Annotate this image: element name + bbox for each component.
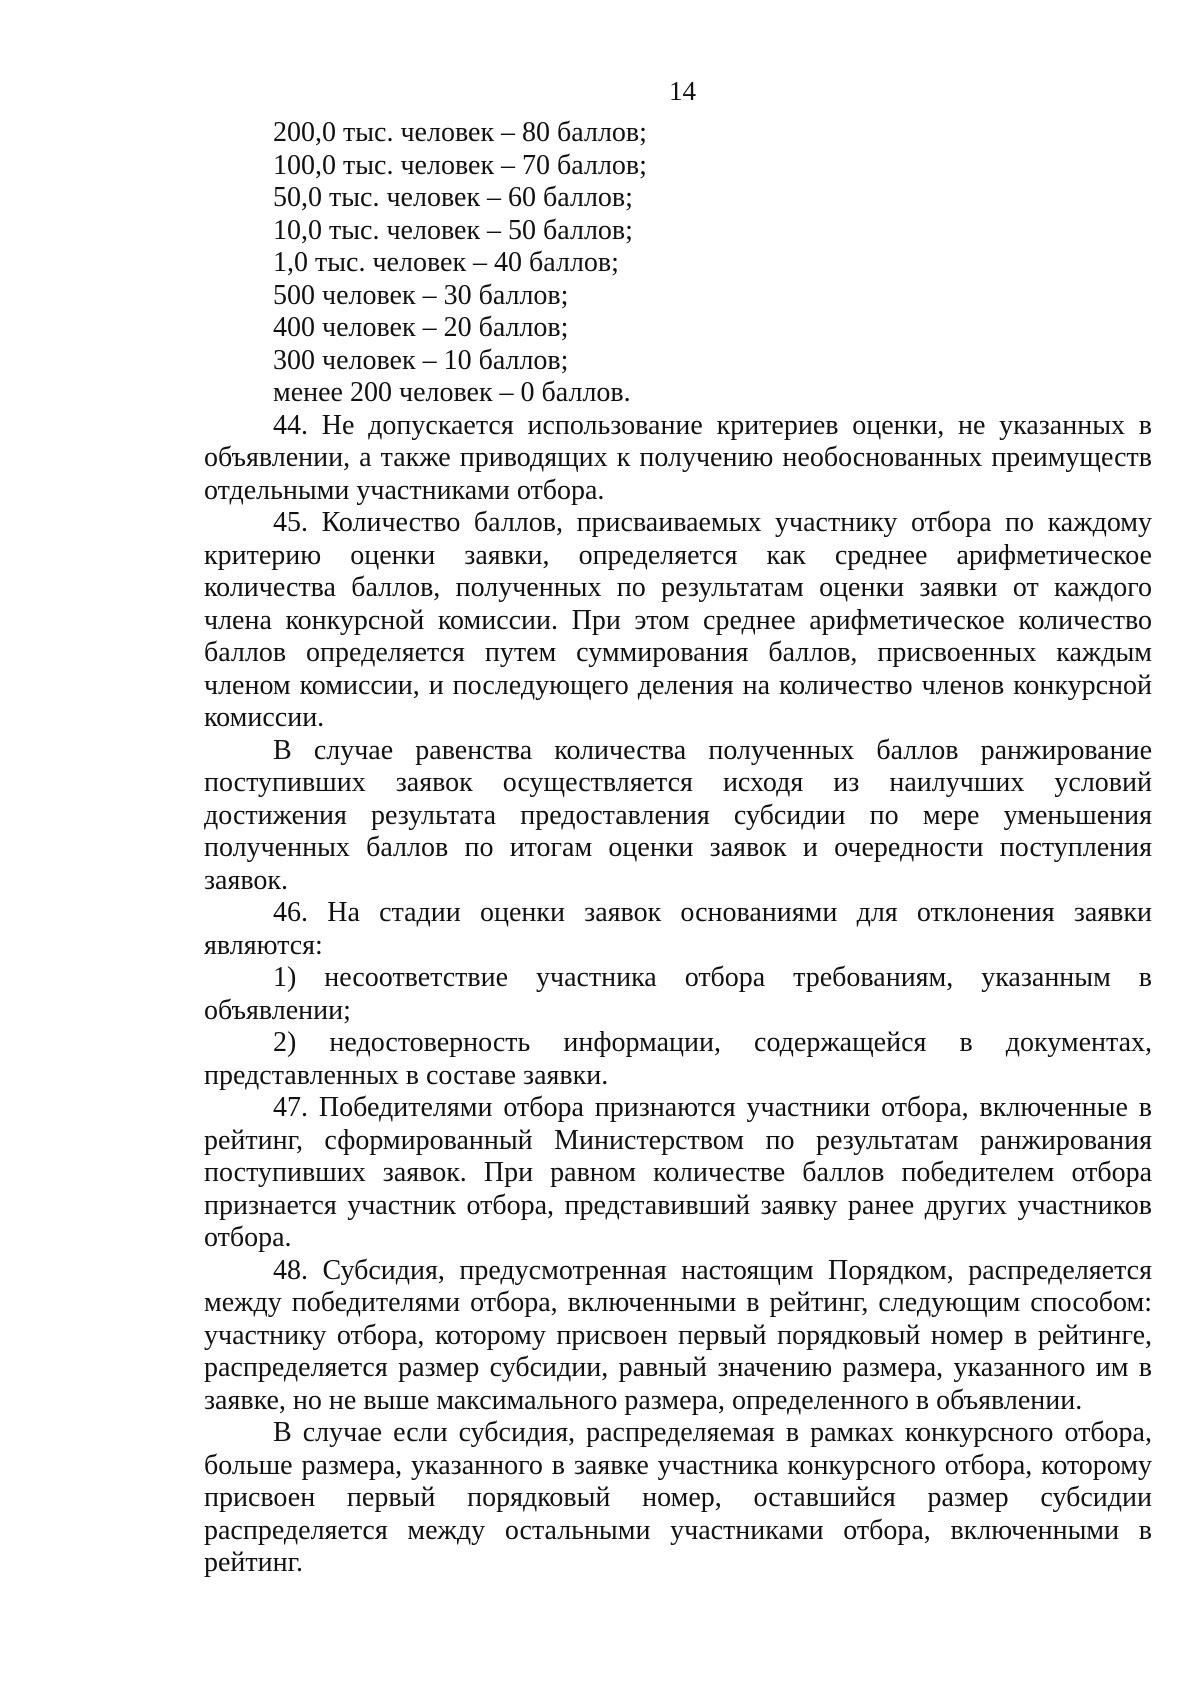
score-item: 300 человек – 10 баллов;: [273, 344, 569, 376]
paragraph-47: 47. Победителями отбора признаются участники отбора, включенные в рейтинг, сформированный Министерством по результатам ранжирования поступивших заявок. При равном количестве баллов победителем отбора признается участник отбора, представивший заявку ранее других участников отбора.: [204, 1092, 1152, 1253]
paragraph-45: 45. Количество баллов, присваиваемых участнику отбора по каждому критерию оценки заявки, определяется как среднее арифметическое количества баллов, полученных по результатам оценки заявки от каждого члена конкурсной комиссии. При этом среднее арифметическое количество баллов определяется путем суммирования баллов, присвоенных каждым членом комиссии, и последующего деления на количество членов конкурсной комиссии.: [204, 507, 1152, 733]
score-item: 400 человек – 20 баллов;: [273, 312, 569, 343]
page-number: 14: [669, 76, 696, 106]
paragraph-44: 44. Не допускается использование критериев оценки, не указанных в объявлении, а также приводящих к получению необоснованных преимуществ отдельными участниками отбора.: [204, 409, 1152, 506]
paragraph-48-continuation: В случае если субсидия, распределяемая в рамках конкурсного отбора, больше размера, указанного в заявке участника конкурсного отбора, которому присвоен первый порядковый номер, оставшийся размер субсидии распределяется между остальными участниками отбора, включенными в рейтинг.: [204, 1417, 1152, 1578]
paragraph-48: 48. Субсидия, предусмотренная настоящим Порядком, распределяется между победителями отбора, включенными в рейтинг, следующим способом: участнику отбора, которому присвоен первый порядковый номер в рейтинге, распределяется размер субсидии, равный значению размера, указанного им в заявке, но не выше максимального размера, определенного в объявлении.: [204, 1254, 1152, 1416]
score-item: 200,0 тыс. человек – 80 баллов;: [273, 117, 647, 148]
paragraph-46-item-1: 1) несоответствие участника отбора требованиям, указанным в объявлении;: [204, 962, 1152, 1026]
paragraph-45-continuation: В случае равенства количества полученных баллов ранжирование поступивших заявок осуществляется исходя из наилучших условий достижения результата предоставления субсидии по мере уменьшения полученных баллов по итогам оценки заявок и очередности поступления заявок.: [204, 734, 1152, 896]
score-item: 500 человек – 30 баллов;: [273, 279, 569, 311]
score-item: 1,0 тыс. человек – 40 баллов;: [273, 247, 619, 278]
paragraph-46: 46. На стадии оценки заявок основаниями для отклонения заявки являются:: [204, 897, 1152, 961]
score-item: менее 200 человек – 0 баллов.: [273, 377, 631, 408]
paragraph-46-item-2: 2) недостоверность информации, содержащейся в документах, представленных в составе заявки.: [204, 1027, 1152, 1091]
score-item: 10,0 тыс. человек – 50 баллов;: [273, 214, 633, 246]
document-body: [204, 117, 1152, 1580]
score-item: 50,0 тыс. человек – 60 баллов;: [273, 182, 633, 213]
score-item: 100,0 тыс. человек – 70 баллов;: [273, 149, 647, 181]
